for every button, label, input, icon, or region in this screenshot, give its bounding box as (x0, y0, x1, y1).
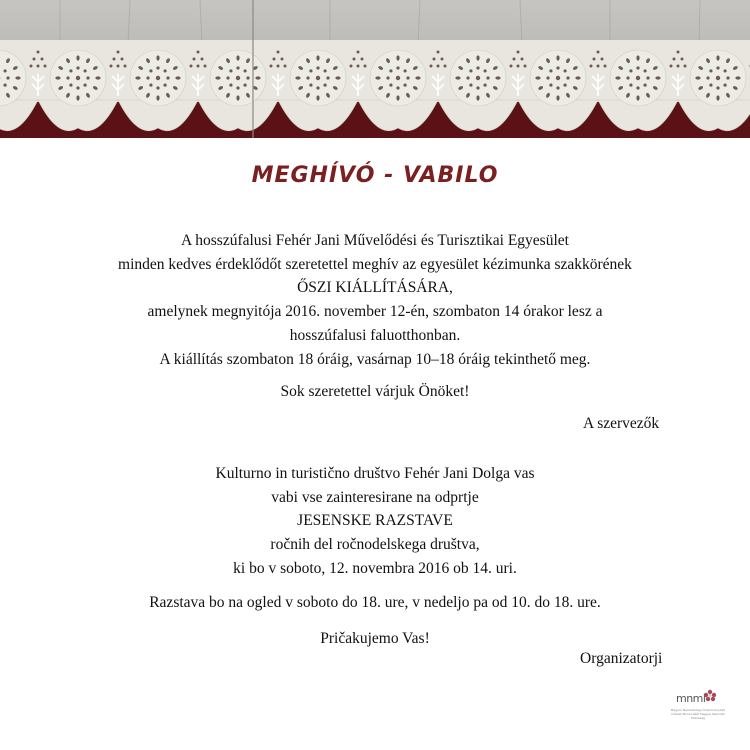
slovenian-line: ročnih del ročnodelskega društva, (270, 536, 480, 554)
hungarian-line: hosszúfalusi faluotthonban. (289, 326, 461, 344)
invitation-title: MEGHÍVÓ - VABILO (251, 163, 499, 188)
lace-banner-image (0, 0, 750, 138)
slovenian-line: ki bo v soboto, 12. novembra 2016 ob 14. uri. (233, 559, 517, 577)
slovenian-closing: Pričakujemo Vas! (320, 630, 430, 647)
hungarian-invitation-text (0, 229, 750, 371)
logo-fine-print: Magyar Nemzetiségi Önkormányzati Intézet Muravidéki Magyar Nemzeti Közösség (670, 708, 726, 720)
hungarian-line: A hosszúfalusi Fehér Jani Művelődési és Turisztikai Egyesület (181, 232, 569, 249)
slovenian-line: JESENSKE RAZSTAVE (297, 512, 453, 530)
organization-logo (668, 688, 728, 736)
hungarian-line: ŐSZI KIÁLLÍTÁSÁRA, (297, 279, 453, 297)
slovenian-line: vabi vse zainteresirane na odprtje (271, 488, 479, 506)
hungarian-line: minden kedves érdeklődőt szeretettel meghív az egyesület kézimunka szakkörének (118, 255, 632, 273)
slovenian-line: Kulturno in turistično društvo Fehér Jani Dolga vas (215, 465, 535, 482)
slovenian-signature: Organizatorji (580, 650, 663, 667)
slovenian-invitation-text (0, 462, 750, 581)
logo-wordmark: mnmi (676, 692, 706, 705)
slovenian-schedule: Razstava bo na ogled v soboto do 18. ure, v nedeljo pa od 10. do 18. ure. (149, 594, 601, 611)
hungarian-line: A kiállítás szombaton 18 óráig, vasárnap 10–18 óráig tekinthető meg. (159, 350, 591, 368)
hungarian-signature: A szervezők (583, 415, 660, 432)
hungarian-closing: Sok szeretettel várjuk Önöket! (280, 383, 470, 400)
hungarian-line: amelynek megnyitója 2016. november 12-én, szombaton 14 órakor lesz a (147, 303, 603, 321)
